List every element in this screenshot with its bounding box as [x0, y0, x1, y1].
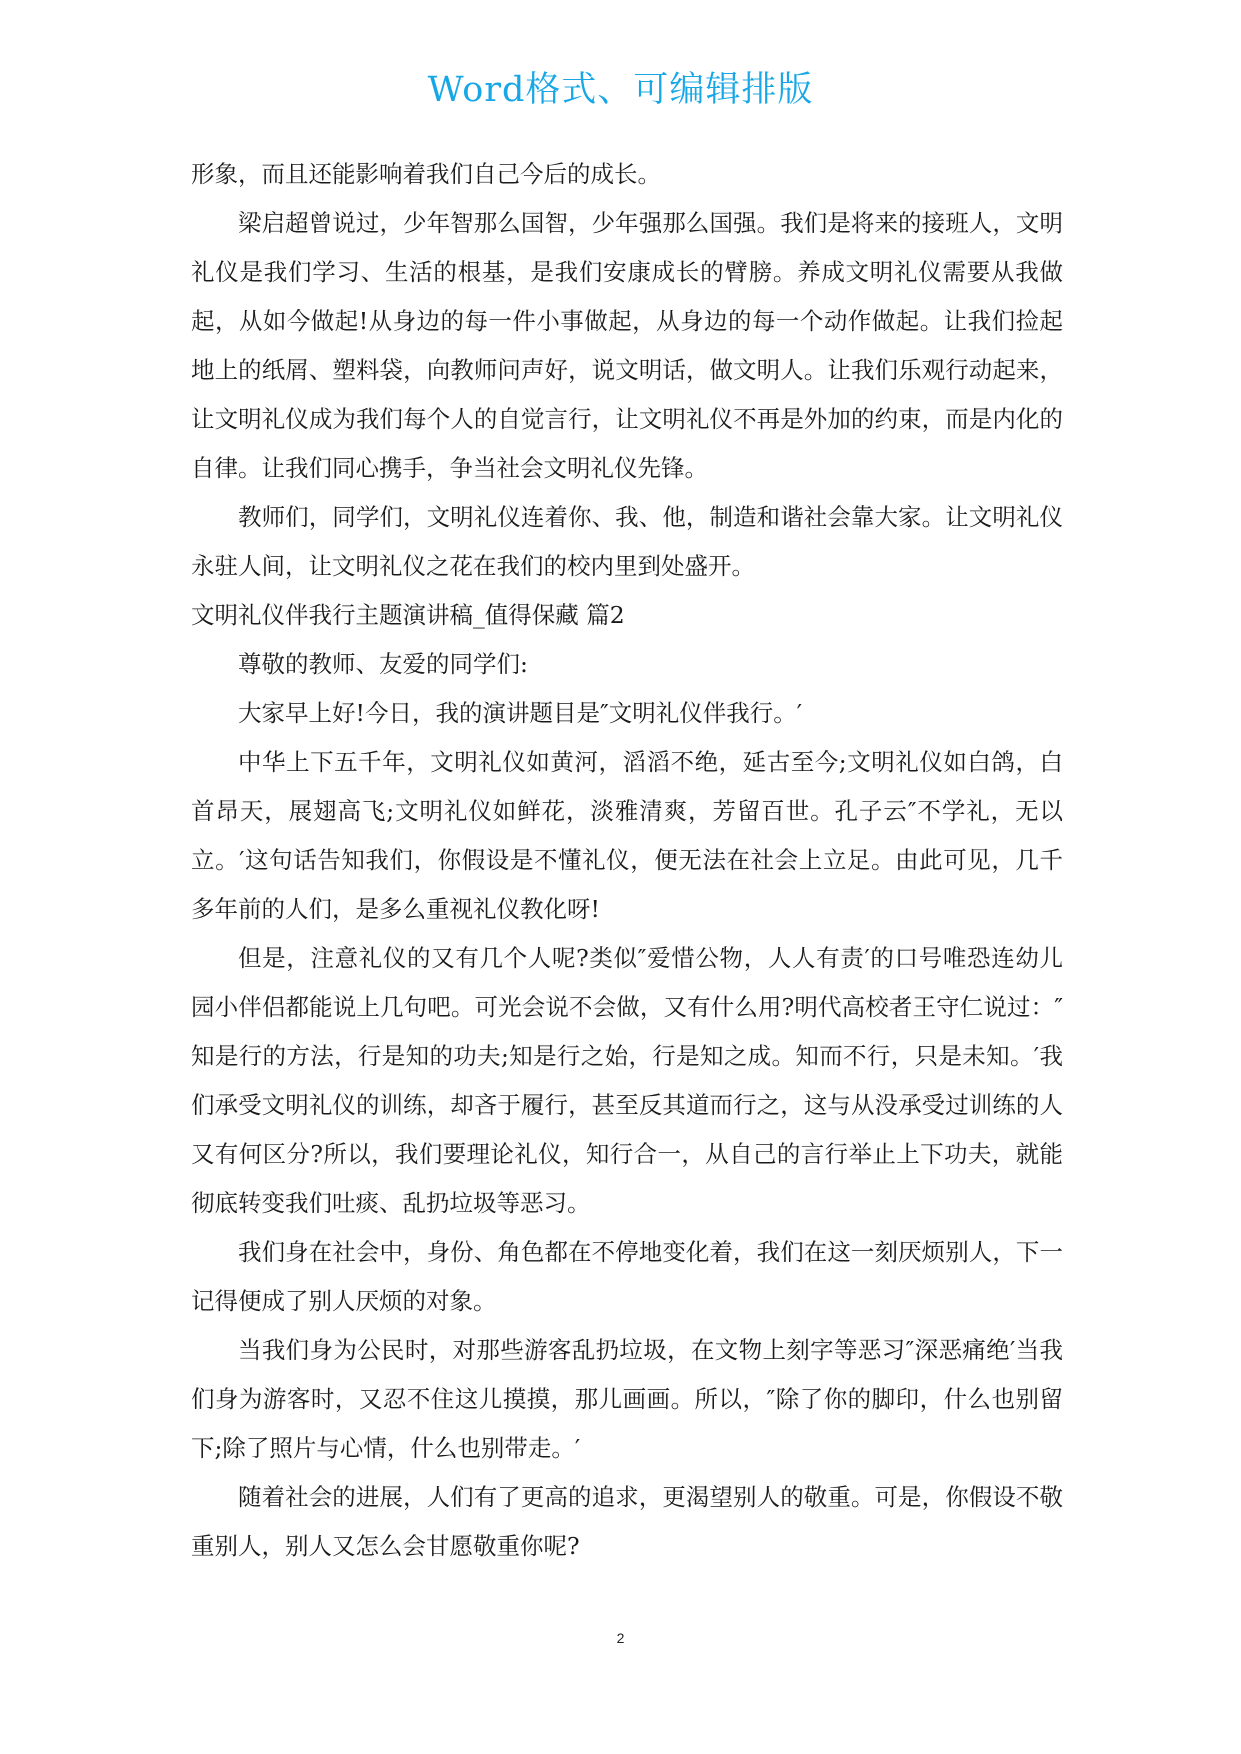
paragraph: 我们身在社会中，身份、角色都在不停地变化着，我们在这一刻厌烦别人，下一记得便成了别人厌烦的对象。	[191, 1238, 1063, 1315]
section-heading: 文明礼仪伴我行主题演讲稿_值得保藏 篇2	[191, 601, 625, 629]
paragraph: 随着社会的进展，人们有了更高的追求，更渴望别人的敬重。可是，你假设不敬重别人，别人又怎么会甘愿敬重你呢?	[191, 1483, 1063, 1560]
paragraph: 形象，而且还能影响着我们自己今后的成长。	[191, 160, 661, 188]
paragraph: 尊敬的教师、友爱的同学们:	[238, 650, 528, 678]
paragraph: 教师们，同学们，文明礼仪连着你、我、他，制造和谐社会靠大家。让文明礼仪永驻人间，让文明礼仪之花在我们的校内里到处盛开。	[191, 503, 1063, 580]
paragraph: 大家早上好!今日，我的演讲题目是″文明礼仪伴我行。′	[238, 699, 803, 727]
paragraph: 但是，注意礼仪的又有几个人呢?类似″爱惜公物，人人有责′的口号唯恐连幼儿园小伴侣都能说上几句吧。可光会说不会做，又有什么用?明代高校者王守仁说过：″知是行的方法，行是知的功夫;知是行之始，行是知之成。知而不行，只是未知。′我们承受文明礼仪的训练，却吝于履行，甚至反其道而行之，这与从没承受过训练的人又有何区分?所以，我们要理论礼仪，知行合一，从自己的言行举止上下功夫，就能彻底转变我们吐痰、乱扔垃圾等恶习。	[191, 944, 1063, 1217]
paragraph: 当我们身为公民时，对那些游客乱扔垃圾，在文物上刻字等恶习″深恶痛绝′当我们身为游客时，又忍不住这儿摸摸，那儿画画。所以，″除了你的脚印，什么也别留下;除了照片与心情，什么也别带走。′	[191, 1336, 1063, 1462]
header-title: Word格式、可编辑排版	[427, 70, 814, 110]
page-number: 2	[616, 1630, 625, 1646]
paragraph: 梁启超曾说过，少年智那么国智，少年强那么国强。我们是将来的接班人，文明礼仪是我们学习、生活的根基，是我们安康成长的臂膀。养成文明礼仪需要从我做起，从如今做起!从身边的每一件小事做起，从身边的每一个动作做起。让我们捡起地上的纸屑、塑料袋，向教师问声好，说文明话，做文明人。让我们乐观行动起来，让文明礼仪成为我们每个人的自觉言行，让文明礼仪不再是外加的约束，而是内化的自律。让我们同心携手，争当社会文明礼仪先锋。	[191, 209, 1063, 482]
body-text	[191, 150, 1063, 1571]
paragraph: 中华上下五千年，文明礼仪如黄河，滔滔不绝，延古至今;文明礼仪如白鸽，白首昂天，展翅高飞;文明礼仪如鲜花，淡雅清爽，芳留百世。孔子云″不学礼，无以立。′这句话告知我们，你假设是不懂礼仪，便无法在社会上立足。由此可见，几千多年前的人们，是多么重视礼仪教化呀!	[191, 748, 1063, 923]
